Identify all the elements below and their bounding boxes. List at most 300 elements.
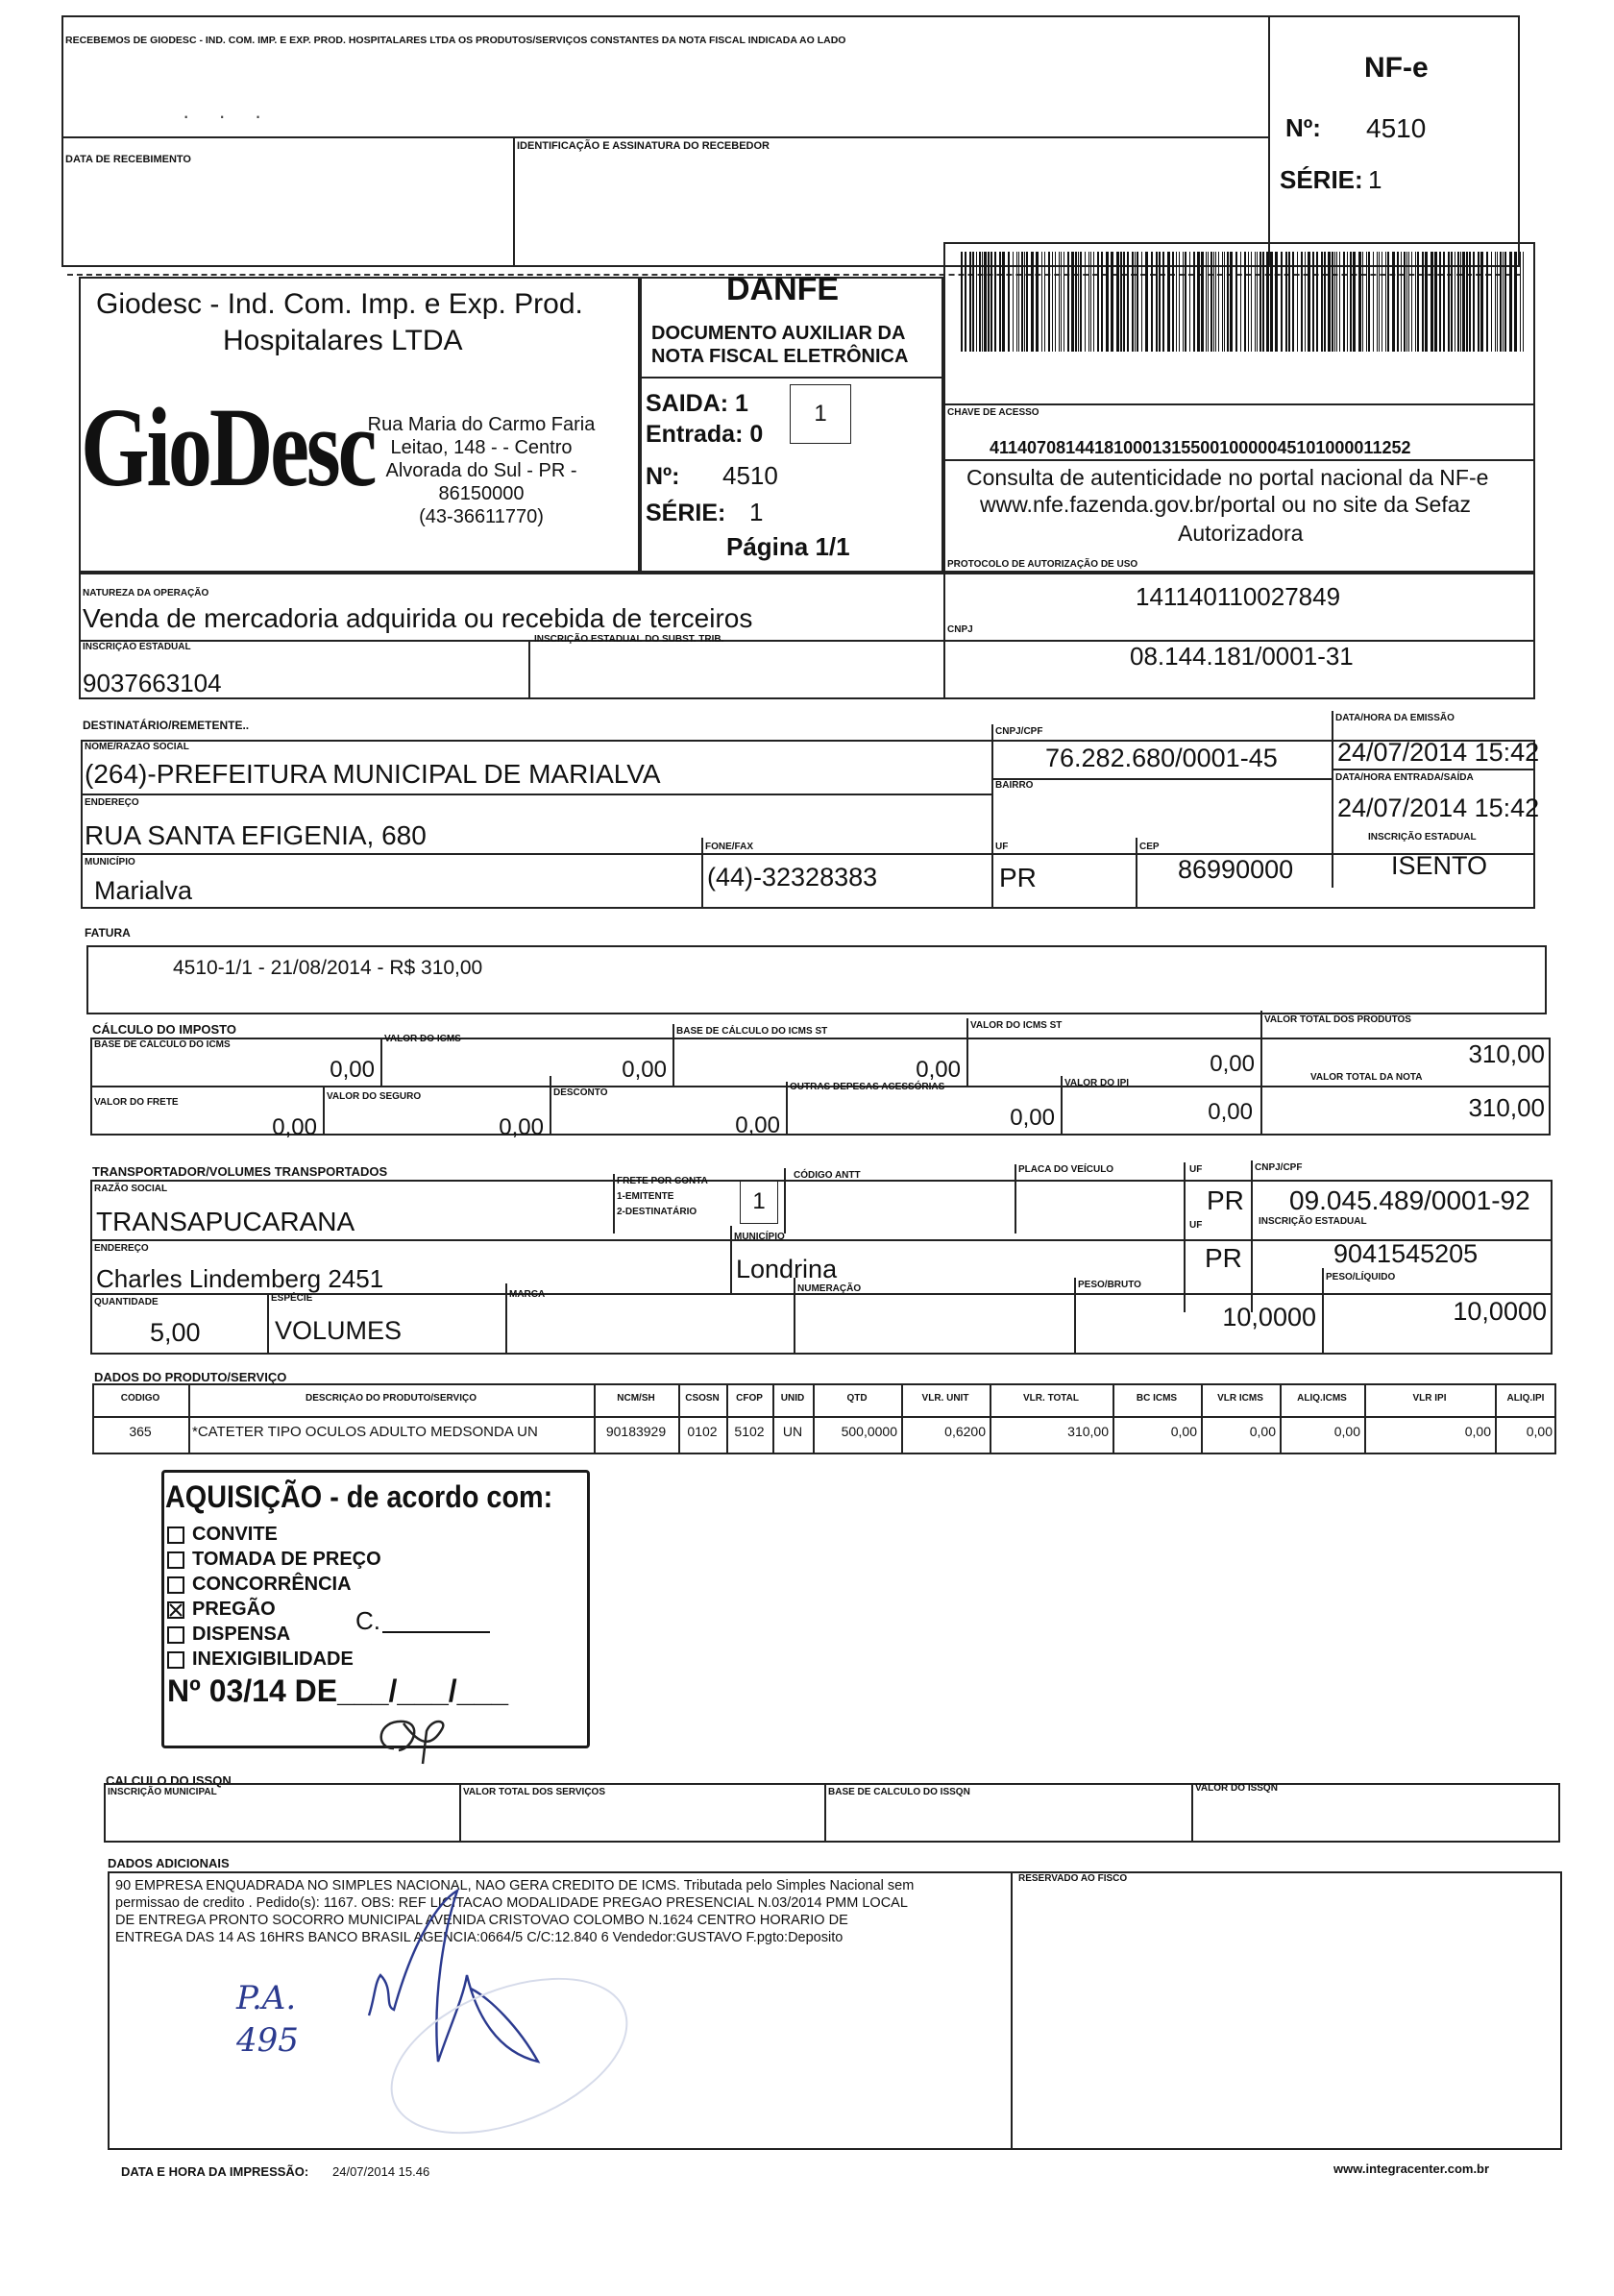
valor-st-label: VALOR DO ICMS ST <box>970 1020 1063 1031</box>
cnpj-value: 08.144.181/0001-31 <box>1130 642 1354 671</box>
receipt-date-label: DATA DE RECEBIMENTO <box>65 154 191 165</box>
transp-liquido-label: PESO/LÍQUIDO <box>1326 1272 1396 1282</box>
issqn-section-title: CALCULO DO ISSQN <box>106 1773 232 1788</box>
produtos-header-cell: ALÍQ.IPI <box>1506 1393 1545 1404</box>
barcode-bar <box>1127 252 1129 352</box>
dest-ie: ISENTO <box>1391 851 1488 880</box>
barcode-bar <box>1362 252 1363 352</box>
barcode-bar <box>1462 252 1465 352</box>
barcode-bar <box>1255 252 1256 352</box>
barcode-bar <box>1240 252 1241 352</box>
transp-especie: VOLUMES <box>275 1316 403 1345</box>
receipt-serie-label: SÉRIE: <box>1280 165 1363 194</box>
barcode-bar <box>1208 252 1209 352</box>
barcode-bar <box>1401 252 1402 352</box>
barcode-bar <box>1167 252 1170 352</box>
emitter-logo: GioDesc <box>81 384 375 510</box>
stamp-checkbox <box>167 1551 184 1569</box>
barcode-bar <box>1469 252 1471 352</box>
barcode-bar <box>1373 252 1374 352</box>
barcode-bar <box>1262 252 1264 352</box>
frete: 0,00 <box>272 1114 317 1140</box>
barcode-bar <box>1343 252 1345 352</box>
ie-label: INSCRIÇÃO ESTADUAL <box>83 642 191 652</box>
dest-municipio: Marialva <box>94 876 193 905</box>
transp-cnpj-label: CNPJ/CPF <box>1255 1162 1303 1173</box>
issqn-im-label: INSCRIÇÃO MUNICIPAL <box>108 1787 217 1797</box>
barcode-bar <box>1055 252 1056 352</box>
produtos-cell: 0,00 <box>1170 1424 1197 1439</box>
barcode-bar <box>1213 252 1214 352</box>
barcode-bar <box>1385 252 1386 352</box>
barcode-bar <box>1210 252 1212 352</box>
barcode-bar <box>1162 252 1164 352</box>
base-icms: 0,00 <box>330 1057 375 1083</box>
receipt-header: RECEBEMOS DE GIODESC - IND. COM. IMP. E EXP. PROD. HOSPITALARES LTDA OS PRODUTOS/SERVIÇOS CONSTANTES DA NOTA FISCAL INDICADA AO LADO <box>65 35 846 46</box>
barcode-bar <box>1431 252 1433 352</box>
barcode-bar <box>1106 252 1109 352</box>
produtos-cell: 365 <box>129 1424 152 1439</box>
outras-label: OUTRAS DEPESAS ACESSÓRIAS <box>790 1082 945 1092</box>
barcode-bar <box>1183 252 1184 352</box>
dest-bairro-label: BAIRRO <box>995 780 1034 791</box>
emitter-name-line2: Hospitalares LTDA <box>223 325 463 356</box>
barcode-bar <box>1347 252 1348 352</box>
danfe-title: DANFE <box>726 271 840 307</box>
barcode-bar <box>1448 252 1450 352</box>
dest-uf-label: UF <box>995 842 1009 852</box>
fatura-box <box>86 945 1547 1014</box>
produtos-column-divider <box>1113 1383 1114 1454</box>
barcode-bar <box>1292 252 1294 352</box>
danfe-subtitle2: NOTA FISCAL ELETRÔNICA <box>651 346 909 367</box>
barcode-bar <box>1052 252 1053 352</box>
barcode-bar <box>1080 252 1082 352</box>
transp-placa-label: PLACA DO VEÍCULO <box>1018 1164 1114 1175</box>
transp-endereco: Charles Lindemberg 2451 <box>96 1264 384 1293</box>
barcode-bar <box>1244 252 1246 352</box>
barcode-bar <box>1509 252 1512 352</box>
produtos-column-divider <box>594 1383 596 1454</box>
produtos-column-divider <box>188 1383 190 1454</box>
desconto-label: DESCONTO <box>553 1087 608 1098</box>
barcode-bar <box>972 252 974 352</box>
transp-bruto: 10,0000 <box>1222 1303 1316 1331</box>
barcode-bar <box>1135 252 1136 352</box>
barcode-bar <box>1044 252 1045 352</box>
barcode-bar <box>1392 252 1395 352</box>
produtos-cell: 0,00 <box>1333 1424 1360 1439</box>
total-prod: 310,00 <box>1468 1039 1545 1068</box>
base-st: 0,00 <box>916 1057 961 1083</box>
barcode-bar <box>1266 252 1269 352</box>
consulta-line3: Autorizadora <box>1178 521 1304 546</box>
barcode-bar <box>984 252 987 352</box>
transp-municipio-label: MUNICÍPIO <box>734 1232 785 1242</box>
produtos-section-title: DADOS DO PRODUTO/SERVIÇO <box>94 1370 287 1384</box>
seguro-label: VALOR DO SEGURO <box>327 1091 422 1102</box>
barcode-bar <box>1141 252 1142 352</box>
danfe-number-label: Nº: <box>646 463 680 490</box>
danfe-type-value: 1 <box>814 401 827 427</box>
barcode-bar <box>1048 252 1050 352</box>
barcode-bar <box>1193 252 1195 352</box>
barcode-bar <box>1224 252 1225 352</box>
danfe-type-box <box>790 384 851 444</box>
barcode-bar <box>1218 252 1219 352</box>
dest-emissao: 24/07/2014 15:42 <box>1337 738 1540 767</box>
stamp-c-label: C. <box>355 1606 380 1635</box>
transp-frete-box <box>740 1180 778 1224</box>
valor-icms-label: VALOR DO ICMS <box>384 1034 461 1044</box>
produtos-cell: 0,6200 <box>944 1424 986 1439</box>
dest-cnpj: 76.282.680/0001-45 <box>1045 744 1278 772</box>
barcode-bar <box>1179 252 1180 352</box>
barcode-bar <box>1067 252 1069 352</box>
valor-st: 0,00 <box>1210 1051 1255 1077</box>
dest-name-label: NOME/RAZÃO SOCIAL <box>85 742 189 752</box>
produtos-column-divider <box>772 1383 774 1454</box>
receipt-serie: 1 <box>1368 165 1382 194</box>
barcode-bar <box>1415 252 1416 352</box>
transp-endereco-label: ENDEREÇO <box>94 1243 149 1254</box>
transp-frete-label2: 1-EMITENTE <box>617 1191 674 1202</box>
dest-fone-label: FONE/FAX <box>705 842 754 852</box>
barcode-bar <box>1324 252 1326 352</box>
ipi-label: VALOR DO IPI <box>1064 1078 1130 1088</box>
stamp-checkbox <box>167 1651 184 1669</box>
transp-section-title: TRANSPORTADOR/VOLUMES TRANSPORTADOS <box>92 1164 388 1179</box>
danfe-saida: SAIDA: 1 <box>646 390 748 417</box>
transp-antt-label: CÓDIGO ANTT <box>794 1170 861 1181</box>
barcode-bar <box>1321 252 1323 352</box>
dest-fone: (44)-32328383 <box>707 863 878 892</box>
transp-frete-label1: FRETE POR CONTA <box>617 1176 708 1186</box>
barcode-bar <box>1397 252 1399 352</box>
produtos-header-cell: VLR IPI <box>1412 1393 1447 1404</box>
barcode-bar <box>1439 252 1441 352</box>
dest-entrada-label: DATA/HORA ENTRADA/SAÍDA <box>1335 772 1474 783</box>
transp-uf2-label: UF <box>1189 1220 1203 1231</box>
transp-especie-label: ESPÉCIE <box>271 1293 313 1304</box>
protocol-label: PROTOCOLO DE AUTORIZAÇÃO DE USO <box>947 559 1138 570</box>
seguro: 0,00 <box>499 1114 544 1140</box>
receipt-number-label: Nº: <box>1285 113 1321 142</box>
ipi: 0,00 <box>1208 1099 1253 1125</box>
produtos-header-cell: CFOP <box>736 1393 763 1404</box>
barcode-bar <box>1480 252 1483 352</box>
barcode-bar <box>1013 252 1014 352</box>
barcode-bar <box>1251 252 1252 352</box>
barcode-bar <box>1460 252 1461 352</box>
barcode-bar <box>961 252 963 352</box>
barcode-bar <box>1308 252 1310 352</box>
danfe-number: 4510 <box>722 461 778 490</box>
dest-name: (264)-PREFEITURA MUNICIPAL DE MARIALVA <box>85 759 661 789</box>
emitter-address <box>352 413 611 528</box>
produtos-column-divider <box>726 1383 728 1454</box>
barcode-bar <box>1417 252 1419 352</box>
access-key-label: CHAVE DE ACESSO <box>947 407 1039 418</box>
barcode-bar <box>1097 252 1099 352</box>
dest-emissao-label: DATA/HORA DA EMISSÃO <box>1335 713 1455 723</box>
barcode-bar <box>1008 252 1010 352</box>
barcode-bar <box>1377 252 1378 352</box>
receipt-nfe-title: NF-e <box>1364 52 1429 84</box>
produtos-column-divider <box>1280 1383 1282 1454</box>
produtos-header-cell: ALÍQ.ICMS <box>1297 1393 1347 1404</box>
barcode-bar <box>1222 252 1223 352</box>
base-st-label: BASE DE CÁLCULO DO ICMS ST <box>676 1026 828 1037</box>
transp-municipio: Londrina <box>736 1255 838 1283</box>
transp-razao-label: RAZÃO SOCIAL <box>94 1184 168 1194</box>
transp-marca-label: MARCA <box>509 1289 546 1300</box>
danfe-subtitle1: DOCUMENTO AUXILIAR DA <box>651 323 906 344</box>
produtos-header-cell: VLR ICMS <box>1217 1393 1263 1404</box>
barcode-bar <box>1504 252 1506 352</box>
barcode-bar <box>1288 252 1290 352</box>
barcode-bar <box>1478 252 1480 352</box>
barcode-bar <box>1071 252 1074 352</box>
produtos-header-cell: CÓDIGO <box>120 1393 160 1404</box>
barcode-bar <box>1061 252 1062 352</box>
produtos-column-divider <box>1201 1383 1203 1454</box>
dest-section-title: DESTINATÁRIO/REMETENTE.. <box>83 719 250 732</box>
cnpj-label: CNPJ <box>947 624 973 635</box>
barcode-bar <box>1137 252 1138 352</box>
barcode-bar <box>976 252 977 352</box>
fisco-label: RESERVADO AO FISCO <box>1018 1873 1128 1884</box>
adicionais-line3: DE ENTREGA PRONTO SOCORRO MUNICIPAL AVENIDA CRISTOVAO COLOMBO N.1624 CENTRO HORARIO DE <box>115 1913 848 1928</box>
transp-ie-label: INSCRIÇÃO ESTADUAL <box>1259 1216 1367 1227</box>
produtos-cell: 0,00 <box>1464 1424 1491 1439</box>
barcode-bar <box>1466 252 1468 352</box>
transp-razao: TRANSAPUCARANA <box>96 1207 355 1236</box>
produtos-cell: 90183929 <box>605 1424 667 1439</box>
produtos-header-cell: QTD <box>846 1393 868 1404</box>
print-label: DATA E HORA DA IMPRESSÃO: <box>121 2164 309 2179</box>
consulta-line1: Consulta de autenticidade no portal nacional da NF-e <box>966 465 1489 490</box>
barcode-bar <box>1026 252 1028 352</box>
barcode-bar <box>1332 252 1333 352</box>
produtos-header-cell: VLR. UNIT <box>921 1393 969 1404</box>
barcode-bar <box>1021 252 1023 352</box>
barcode-bar <box>1197 252 1200 352</box>
barcode-bar <box>1520 252 1521 352</box>
issqn-valor-label: VALOR DO ISSQN <box>1195 1783 1278 1794</box>
barcode-bar <box>1201 252 1204 352</box>
barcode-bar <box>1024 252 1025 352</box>
stamp-checkbox <box>167 1601 184 1619</box>
barcode-bar <box>982 252 983 352</box>
barcode-bar <box>1495 252 1496 352</box>
natureza-value: Venda de mercadoria adquirida ou recebida de terceiros <box>83 603 753 633</box>
produtos-column-divider <box>678 1383 680 1454</box>
produtos-column-divider <box>1495 1383 1497 1454</box>
barcode-bar <box>965 252 966 352</box>
barcode-bar <box>1016 252 1017 352</box>
barcode-bar <box>1120 252 1122 352</box>
barcode-bar <box>1088 252 1089 352</box>
dest-entrada: 24/07/2014 15:42 <box>1337 794 1540 822</box>
barcode-bar <box>1075 252 1077 352</box>
barcode-bar <box>969 252 971 352</box>
issqn-total-label: VALOR TOTAL DOS SERVIÇOS <box>463 1787 605 1797</box>
barcode-bar <box>1408 252 1409 352</box>
barcode-bar <box>1443 252 1445 352</box>
barcode-bar <box>1111 252 1113 352</box>
transp-frete-label3: 2-DESTINATÁRIO <box>617 1207 697 1217</box>
produtos-header-cell: BC ICMS <box>1136 1393 1178 1404</box>
transp-frete-value: 1 <box>752 1188 766 1214</box>
stamp-option-label: CONVITE <box>192 1524 278 1545</box>
emitter-address-line5: (43-36611770) <box>419 506 544 527</box>
barcode <box>961 252 1528 352</box>
barcode-bar <box>1002 252 1005 352</box>
danfe-serie-label: SÉRIE: <box>646 500 726 526</box>
barcode-bar <box>1159 252 1161 352</box>
total-nota: 310,00 <box>1468 1093 1545 1122</box>
receipt-number: 4510 <box>1366 113 1427 143</box>
barcode-bar <box>1227 252 1229 352</box>
produtos-header-cell: DESCRIÇÃO DO PRODUTO/SERVIÇO <box>306 1393 477 1404</box>
stamp-option-label: CONCORRÊNCIA <box>192 1574 352 1595</box>
barcode-bar <box>1275 252 1278 352</box>
produtos-cell: UN <box>782 1424 803 1439</box>
barcode-bar <box>1486 252 1488 352</box>
dest-cep: 86990000 <box>1178 855 1294 884</box>
fatura-label: FATURA <box>85 926 131 940</box>
produtos-column-divider <box>1364 1383 1366 1454</box>
footer-site: www.integracenter.com.br <box>1333 2162 1490 2176</box>
stamp-option-label: INEXIGIBILIDADE <box>192 1649 354 1670</box>
natureza-label: NATUREZA DA OPERAÇÃO <box>83 588 209 598</box>
barcode-bar <box>1101 252 1103 352</box>
stamp-checkbox <box>167 1576 184 1594</box>
transp-qtd-label: QUANTIDADE <box>94 1297 159 1307</box>
protocol-value: 141140110027849 <box>1136 582 1341 611</box>
barcode-bar <box>1215 252 1216 352</box>
barcode-bar <box>1328 252 1331 352</box>
barcode-bar <box>1422 252 1424 352</box>
produtos-cell: 310,00 <box>1067 1424 1109 1439</box>
barcode-bar <box>1404 252 1406 352</box>
barcode-bar <box>1366 252 1367 352</box>
access-key: 41140708144181000131550010000045101000011252 <box>990 438 1411 457</box>
barcode-bar <box>979 252 981 352</box>
barcode-bar <box>1235 252 1237 352</box>
barcode-bar <box>988 252 990 352</box>
stamp-option-label: PREGÃO <box>192 1599 276 1620</box>
barcode-bar <box>1368 252 1370 352</box>
produtos-cell: 0,00 <box>1249 1424 1276 1439</box>
frete-label: VALOR DO FRETE <box>94 1097 179 1108</box>
barcode-bar <box>1248 252 1249 352</box>
dest-cep-label: CEP <box>1139 842 1160 852</box>
barcode-bar <box>1156 252 1158 352</box>
barcode-bar <box>999 252 1001 352</box>
barcode-bar <box>1123 252 1125 352</box>
barcode-bar <box>1041 252 1042 352</box>
produtos-cell: *CATETER TIPO OCULOS ADULTO MEDSONDA UN <box>192 1424 538 1440</box>
barcode-bar <box>1339 252 1340 352</box>
barcode-bar <box>1257 252 1258 352</box>
stamp-number-line: Nº 03/14 DE___/___/___ <box>167 1673 509 1708</box>
barcode-bar <box>1353 252 1356 352</box>
barcode-bar <box>1090 252 1091 352</box>
barcode-bar <box>1132 252 1134 352</box>
produtos-cell: 0102 <box>687 1424 718 1439</box>
barcode-bar <box>1451 252 1453 352</box>
receipt-scribble: · · · <box>183 104 274 128</box>
barcode-bar <box>1172 252 1174 352</box>
barcode-bar <box>1497 252 1498 352</box>
imposto-section-title: CÁLCULO DO IMPOSTO <box>92 1022 236 1037</box>
produtos-column-divider <box>813 1383 815 1454</box>
stamp-option-label: TOMADA DE PREÇO <box>192 1549 381 1570</box>
emitter-address-line2: Leitao, 148 - - Centro <box>390 437 573 458</box>
barcode-bar <box>1078 252 1079 352</box>
stamp-checkbox <box>167 1527 184 1544</box>
danfe-entrada: Entrada: 0 <box>646 421 764 448</box>
adicionais-line2: permissao de credito . Pedido(s): 1167. OBS: REF LICITACAO MODALIDADE PREGAO PRESENCIAL N.03/2014 PMM LOCAL <box>115 1895 908 1911</box>
barcode-bar <box>1059 252 1060 352</box>
barcode-bar <box>1301 252 1303 352</box>
consulta-line2: www.nfe.fazenda.gov.br/portal ou no site da Sefaz <box>980 492 1471 517</box>
barcode-bar <box>1151 252 1153 352</box>
transp-ie: 9041545205 <box>1333 1239 1479 1268</box>
barcode-bar <box>1285 252 1287 352</box>
produtos-header-cell: UNID <box>780 1393 805 1404</box>
transp-uf-label: UF <box>1189 1164 1203 1175</box>
emitter-address-line4: 86150000 <box>438 483 525 504</box>
produtos-cell: 0,00 <box>1526 1424 1553 1439</box>
barcode-bar <box>994 252 996 352</box>
adicionais-section-title: DADOS ADICIONAIS <box>108 1856 230 1870</box>
transp-qtd: 5,00 <box>150 1318 201 1347</box>
transp-uf2: PR <box>1205 1243 1242 1273</box>
ie-st-label: INSCRIÇÃO ESTADUAL DO SUBST. TRIB. <box>534 634 724 645</box>
produtos-header-cell: VLR. TOTAL <box>1023 1393 1079 1404</box>
emitter-address-line1: Rua Maria do Carmo Faria <box>367 414 596 435</box>
barcode-bar <box>1336 252 1337 352</box>
barcode-bar <box>1018 252 1019 352</box>
barcode-bar <box>1185 252 1186 352</box>
receipt-signature-label: IDENTIFICAÇÃO E ASSINATURA DO RECEBEDOR <box>517 140 770 152</box>
produtos-column-divider <box>990 1383 991 1454</box>
total-nota-label: VALOR TOTAL DA NOTA <box>1310 1072 1423 1083</box>
produtos-column-divider <box>901 1383 903 1454</box>
barcode-bar <box>1334 252 1335 352</box>
barcode-bar <box>1473 252 1475 352</box>
dest-address-label: ENDEREÇO <box>85 797 139 808</box>
barcode-bar <box>1350 252 1352 352</box>
barcode-bar <box>1281 252 1283 352</box>
barcode-bar <box>1305 252 1306 352</box>
base-icms-label: BASE DE CÁLCULO DO ICMS <box>94 1039 231 1050</box>
barcode-bar <box>990 252 992 352</box>
barcode-bar <box>1312 252 1314 352</box>
ie-value: 9037663104 <box>83 669 222 697</box>
barcode-bar <box>1176 252 1177 352</box>
barcode-bar <box>1434 252 1437 352</box>
transp-liquido: 10,0000 <box>1453 1297 1547 1326</box>
emitter-name-line1: Giodesc - Ind. Com. Imp. e Exp. Prod. <box>96 288 583 320</box>
issqn-base-label: BASE DE CALCULO DO ISSQN <box>828 1787 970 1797</box>
stamp-title: AQUISIÇÃO - de acordo com: <box>165 1479 553 1514</box>
produtos-cell: 500,0000 <box>841 1424 897 1439</box>
outras: 0,00 <box>1010 1105 1055 1131</box>
